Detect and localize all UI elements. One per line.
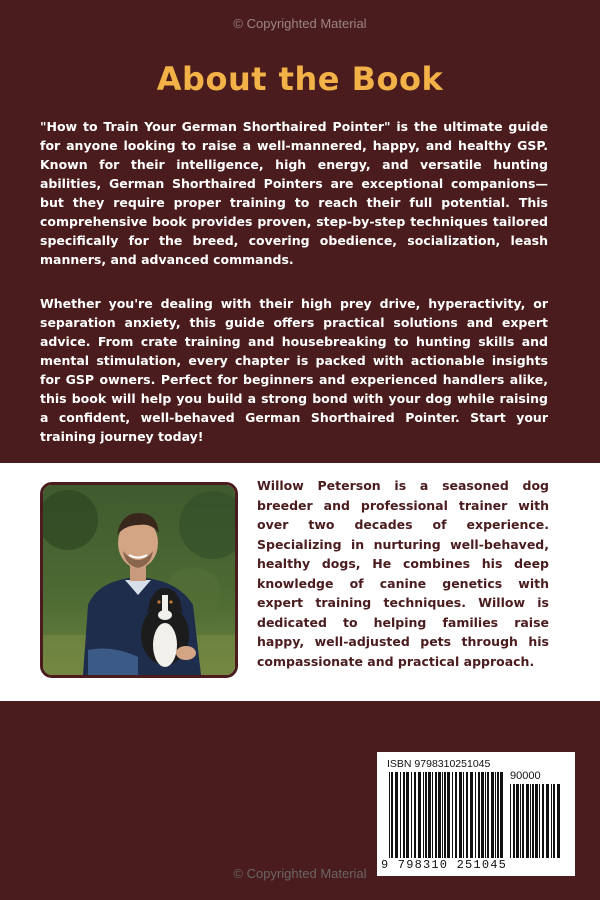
isbn-label: ISBN 9798310251045 xyxy=(387,758,491,770)
price-code: 90000 xyxy=(510,770,541,782)
copyright-watermark-top: © Copyrighted Material xyxy=(233,16,367,31)
author-section xyxy=(0,463,600,701)
isbn-digits: 9 798310 251045 xyxy=(381,858,508,872)
barcode xyxy=(377,752,575,876)
page-title: About the Book xyxy=(156,60,444,98)
copyright-watermark-bottom: © Copyrighted Material xyxy=(233,866,367,881)
author-bio: Willow Peterson is a seasoned dog breeder and professional trainer with over two decades of experience. Specializing in nurturing well-behaved, healthy dogs, He combines his deep knowledge of canine genetics with expert training techniques. Willow is dedicated to helping families raise happy, well-adjusted pets through his compassionate and practical approach. xyxy=(257,478,549,669)
barcode-bars xyxy=(389,772,505,858)
description-paragraph-1: "How to Train Your German Shorthaired Pointer" is the ultimate guide for anyone looking to raise a well-mannered, happy, and healthy GSP. Known for their intelligence, high energy, and versatile hunting abilities, German Shorthaired Pointers are exceptional companions—but they require proper training to reach their full potential. This comprehensive book provides proven, step-by-step techniques tailored specifically for the breed, covering obedience, socialization, leash manners, and advanced commands. xyxy=(40,119,548,267)
author-photo xyxy=(40,482,238,678)
barcode-addon-bars xyxy=(510,784,562,858)
description-paragraph-2: Whether you're dealing with their high prey drive, hyperactivity, or separation anxiety, this guide offers practical solutions and expert advice. From crate training and housebreaking to hunting skills and mental stimulation, every chapter is packed with actionable insights for GSP owners. Perfect for beginners and experienced handlers alike, this book will help you build a strong bond with your dog while raising a confident, well-behaved German Shorthaired Pointer. Start your training journey today! xyxy=(40,296,548,444)
